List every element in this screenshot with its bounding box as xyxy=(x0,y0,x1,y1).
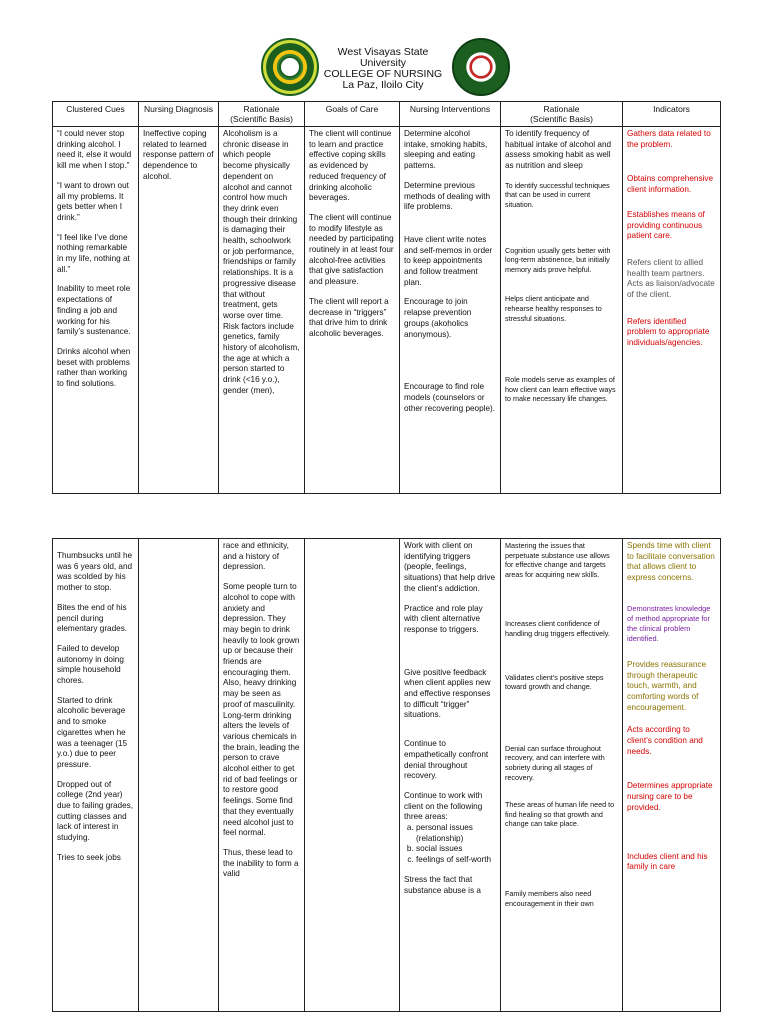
goal-item: The client will report a decrease in “triggers” that drive him to drink alcoholic beverages. xyxy=(309,296,389,338)
rationale2-item: To identify frequency of habitual intake of alcohol and assess smoking habit as well as nutrition and sleep xyxy=(505,129,612,171)
col-header-rationale-2: Rationale (Scientific Basis) xyxy=(501,102,623,127)
diagnosis-cell xyxy=(139,539,219,1012)
rationale2-item: These areas of human life need to find healing so that growth and change can take place. xyxy=(505,800,615,829)
list-item: a. personal issues (relationship) xyxy=(416,823,496,844)
cue-item: Started to drink alcoholic beverage and to smoke cigarettes when he was a teenager (15 y.o.) due to peer pressure. xyxy=(57,695,128,769)
cues-cell xyxy=(53,539,139,1012)
intervention-item: Determine previous methods of dealing with life problems. xyxy=(404,180,491,212)
indicator-item: Demonstrates knowledge of method appropriate for the clinical problem identified. xyxy=(627,603,711,643)
rationale2-item: Validates client’s positive steps toward growth and change. xyxy=(505,672,604,692)
rationale2-item: Increases client confidence of handling drug triggers effectively. xyxy=(505,619,610,638)
list-item: c. feelings of self-worth xyxy=(416,855,496,866)
rationale2-item: Role models serve as examples of how client can learn effective ways to make necessary life changes. xyxy=(505,375,616,404)
col-header-interventions: Nursing Interventions xyxy=(400,102,501,127)
indicator-item: Establishes means of providing continuous patient care. xyxy=(627,209,705,241)
rationale2-cell xyxy=(501,539,623,1012)
intervention-item: Continue to work with client on the following three areas: xyxy=(404,790,483,822)
college-seal-icon xyxy=(452,38,510,96)
list-item: b. social issues xyxy=(416,844,496,855)
rationale2-item: Family members also need encouragement in their own xyxy=(505,888,594,908)
interventions-cell xyxy=(400,127,501,494)
institution-block xyxy=(317,47,449,91)
intervention-item: Practice and role play with client alternative response to triggers. xyxy=(404,603,483,634)
rationale-text: Thus, these lead to the inability to form a valid xyxy=(223,847,299,879)
rationale2-cell xyxy=(501,127,623,494)
rationale-text: race and ethnicity, and a history of depression. xyxy=(223,541,289,572)
indicator-item: Provides reassurance through therapeutic touch, warmth, and comforting words of encouragement. xyxy=(627,659,707,712)
care-plan-table-page-2 xyxy=(52,538,721,1012)
intervention-item: Stress the fact that substance abuse is a xyxy=(404,874,481,895)
indicator-item: Spends time with client to facilitate conversation that allows client to express concerns. xyxy=(627,541,715,583)
college-name: COLLEGE OF NURSING xyxy=(323,68,443,80)
rationale-cell xyxy=(219,127,305,494)
location: La Paz, Iloilo City xyxy=(342,79,424,91)
rationale-text: Some people turn to alcohol to cope with anxiety and depression. They may begin to drink heavily to look grown up or because their friends are encouraging them. Also, heavy drinking may be seen as proof of masculinity. Long-term drinking alters the levels of various chemicals in the brain, leading the person to crave alcohol either to get rid of bad feelings or to restore good feelings. Some find that they eventually need alcohol just to feel normal. xyxy=(223,582,300,838)
cue-item: Drinks alcohol when beset with problems rather than working to find solutions. xyxy=(57,346,131,389)
rationale2-item: Mastering the issues that perpetuate substance use allows for effective change and targets areas for acquiring new skills. xyxy=(505,541,610,579)
intervention-item: Determine alcohol intake, smoking habits, sleeping and eating patterns. xyxy=(404,129,488,171)
cue-item: Dropped out of college (2nd year) due to failing grades, cutting classes and lack of interest in studying. xyxy=(57,779,134,843)
cue-item: Inability to meet role expectations of finding a job and working for his family’s sustenance. xyxy=(57,284,131,337)
diagnosis-text: Ineffective coping related to learned response pattern of dependence to alcohol. xyxy=(143,129,214,181)
focus-areas-list xyxy=(404,823,496,866)
intervention-item: Encourage to find role models (counselors or other recovering people). xyxy=(404,382,496,413)
intervention-item: Continue to empathetically confront denial throughout recovery. xyxy=(404,739,489,781)
rationale2-item: To identify successful techniques that can be used in current situation. xyxy=(505,180,610,209)
diagnosis-cell xyxy=(139,127,219,494)
goal-item: The client will continue to modify lifestyle as needed by participating routinely in at least four alcohol-free activities that give satisfaction and pleasure. xyxy=(309,212,394,287)
col-header-goals: Goals of Care xyxy=(305,102,400,127)
cue-item: Thumbsucks until he was 6 years old, and was scolded by his mother to stop. xyxy=(57,551,133,593)
rationale2-item: Helps client anticipate and rehearse healthy responses to stressful situations. xyxy=(505,294,602,323)
col-header-rationale: Rationale (Scientific Basis) xyxy=(219,102,305,127)
indicator-item: Obtains comprehensive client information. xyxy=(627,174,714,195)
cue-item: Tries to seek jobs xyxy=(57,852,121,862)
university-name: West Visayas State University xyxy=(337,46,429,69)
goals-cell xyxy=(305,539,400,1012)
goals-cell xyxy=(305,127,400,494)
rationale2-item: Cognition usually gets better with long-term abstinence, but initially memory aids prove helpful. xyxy=(505,245,611,274)
rationale-cell xyxy=(219,539,305,1012)
col-header-indicators: Indicators xyxy=(623,102,721,127)
indicator-item: Refers client to allied health team partners. Acts as liaison/advocate of the client. xyxy=(627,257,715,300)
document-header xyxy=(0,34,768,96)
intervention-item: Have client write notes and self-memos in order to keep appointments and follow treatment plan. xyxy=(404,234,493,287)
cues-cell xyxy=(53,127,139,494)
cue-item: “I could never stop drinking alcohol. I need it, else it would kill me when I stop.” xyxy=(57,129,132,171)
interventions-cell xyxy=(400,539,501,1012)
rationale2-item: Denial can surface throughout recovery, and can interfere with sobriety during all stages of recovery. xyxy=(505,743,605,782)
cue-item: Failed to develop autonomy in doing simple household chores. xyxy=(57,643,124,686)
indicators-cell xyxy=(623,539,721,1012)
cue-item: “I feel like I’ve done nothing remarkable in my life, nothing at all.” xyxy=(57,232,130,274)
col-header-cues: Clustered Cues xyxy=(53,102,139,127)
intervention-item: Give positive feedback when client applies new and effective responses to difficult “trigger” situations. xyxy=(404,667,491,720)
intervention-item: Encourage to join relapse prevention groups (akoholics anonymous). xyxy=(404,297,472,339)
care-plan-table-page-1 xyxy=(52,101,721,494)
university-seal-icon xyxy=(261,38,319,96)
indicators-cell xyxy=(623,127,721,494)
cue-item: “I want to drown out all my problems. It gets better when I drink.” xyxy=(57,180,129,222)
rationale-text: Alcoholism is a chronic disease in which people become physically dependent on alcohol and cannot control how much they drink even though their drinking is damaging their health, schoolwork or job performance, friendships or family relationships. It is a progressive disease that without treatment, gets worse over time. Risk factors include genetics, family history of alcoholism, the age at which a person started to drink (<16 y.o.), gender (men), xyxy=(223,129,300,395)
indicator-item: Acts according to client’s condition and needs. xyxy=(627,725,703,756)
goal-item: The client will continue to learn and practice effective coping skills as evidenced by reduced frequency of drinking alcoholic beverages. xyxy=(309,129,392,203)
intervention-item: Work with client on identifying triggers (people, feelings, situations) that help drive the client’s addiction. xyxy=(404,541,496,593)
indicator-item: Includes client and his family in care xyxy=(627,851,708,872)
col-header-diagnosis: Nursing Diagnosis xyxy=(139,102,219,127)
indicator-item: Determines appropriate nursing care to be provided. xyxy=(627,781,713,812)
indicator-item: Gathers data related to the problem. xyxy=(627,129,711,149)
cue-item: Bites the end of his pencil during elementary grades. xyxy=(57,602,128,634)
indicator-item: Refers identified problem to appropriate individuals/agencies. xyxy=(627,316,710,348)
